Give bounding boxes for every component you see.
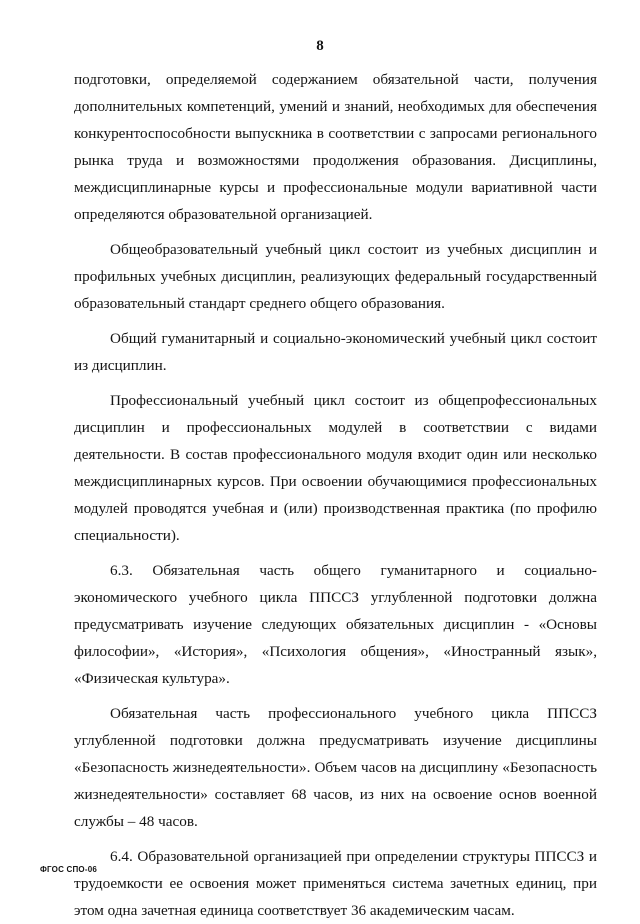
paragraph-6-3: 6.3. Обязательная часть общего гуманитарного и социально-экономического учебного цикла ППССЗ углубленной подготовки должна предусматривать изучение следующих обязательных дисциплин - «Основы философии», «История», «Психология общения», «Иностранный язык», «Физическая культура». — [74, 562, 597, 687]
document-body — [74, 66, 597, 924]
page-number: 8 — [316, 38, 324, 54]
paragraph-general-education-cycle: Общеобразовательный учебный цикл состоит из учебных дисциплин и профильных учебных дисциплин, реализующих федеральный государственный образовательный стандарт среднего общего образования. — [74, 241, 597, 312]
paragraph-professional-cycle: Профессиональный учебный цикл состоит из общепрофессиональных дисциплин и профессиональных модулей в соответствии с видами деятельности. В состав профессионального модуля входит один или несколько междисциплинарных курсов. При освоении обучающимися профессиональных модулей проводятся учебная и (или) производственная практика (по профилю специальности). — [74, 392, 597, 544]
footer-label: ФГОС СПО-06 — [40, 865, 97, 874]
paragraph-6-4: 6.4. Образовательной организацией при определении структуры ППССЗ и трудоемкости ее освоения может применяться система зачетных единиц, при этом одна зачетная единица соответствует 36 академическим часам. — [74, 848, 597, 919]
paragraph-humanitarian-cycle: Общий гуманитарный и социально-экономический учебный цикл состоит из дисциплин. — [74, 330, 597, 374]
paragraph-life-safety: Обязательная часть профессионального учебного цикла ППССЗ углубленной подготовки должна предусматривать изучение дисциплины «Безопасность жизнедеятельности». Объем часов на дисциплину «Безопасность жизнедеятельности» составляет 68 часов, из них на освоение основ военной службы – 48 часов. — [74, 705, 597, 830]
paragraph-continuation: подготовки, определяемой содержанием обязательной части, получения дополнительных компетенций, умений и знаний, необходимых для обеспечения конкурентоспособности выпускника в соответствии с запросами регионального рынка труда и возможностями продолжения образования. Дисциплины, междисциплинарные курсы и профессиональные модули вариативной части определяются образовательной организацией. — [74, 71, 597, 223]
